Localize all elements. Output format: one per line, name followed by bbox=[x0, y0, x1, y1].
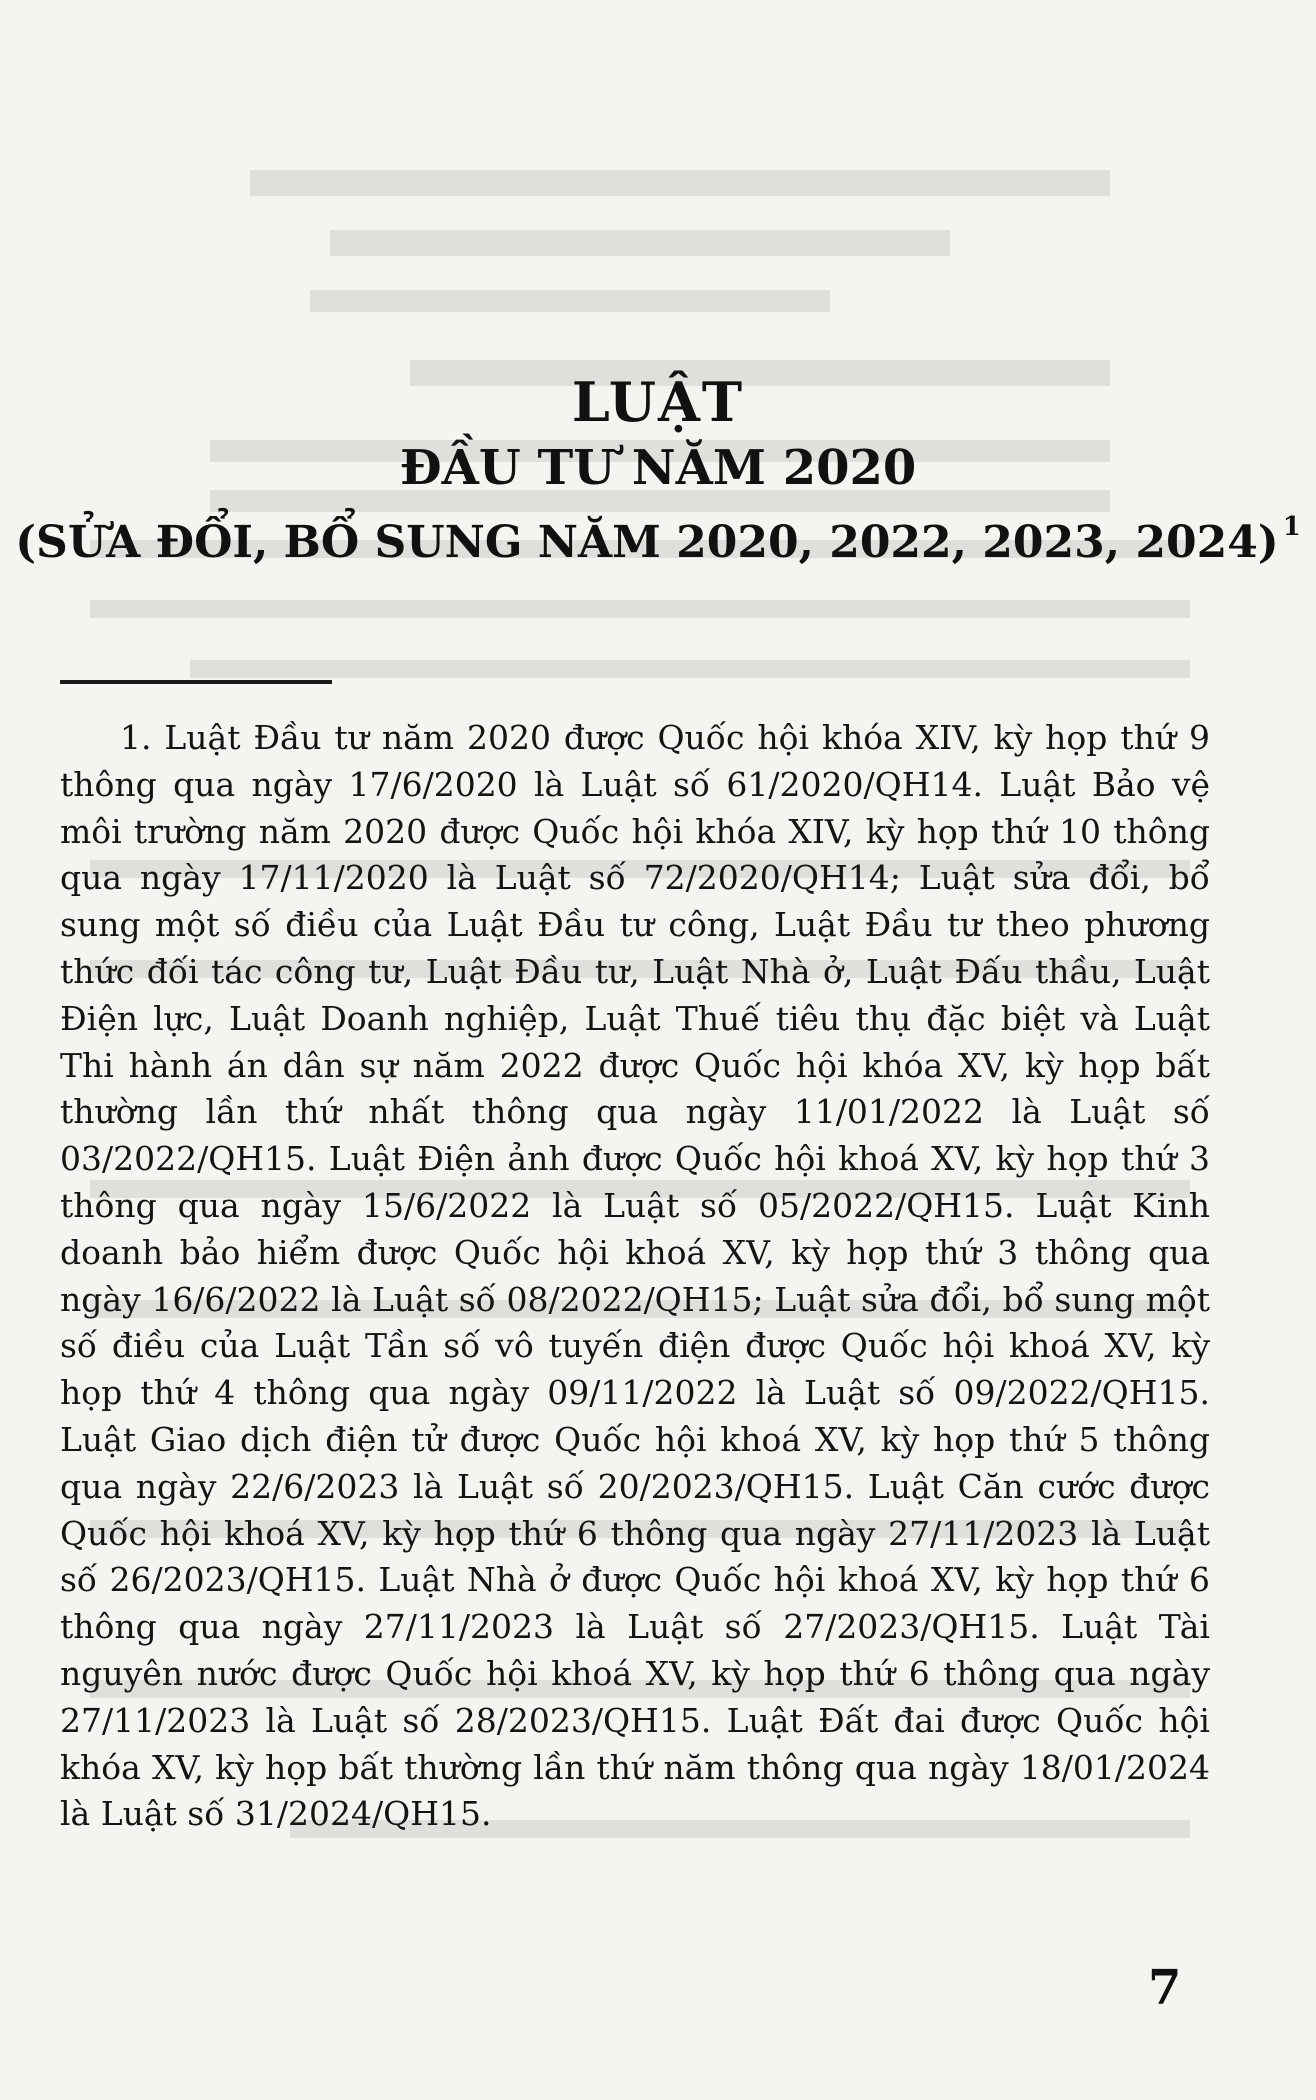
law-title: LUẬT bbox=[571, 370, 745, 434]
footnote-reference-marker: 1 bbox=[1282, 512, 1301, 542]
law-subtitle: ĐẦU TƯ NĂM 2020 bbox=[399, 440, 917, 496]
footnote-divider bbox=[60, 680, 332, 684]
page-number: 7 bbox=[1148, 1960, 1182, 2016]
amendment-years-text: (SỬA ĐỔI, BỔ SUNG NĂM 2020, 2022, 2023, 2024) bbox=[15, 517, 1279, 568]
footnote-text: 1. Luật Đầu tư năm 2020 được Quốc hội khóa XIV, kỳ họp thứ 9 thông qua ngày 17/6/2020 là Luật số 61/2020/QH14. Luật Bảo vệ môi trường năm 2020 được Quốc hội khóa XIV, kỳ họp thứ 10 thông qua ngày 17/11/2020 là Luật số 72/2020/QH14; Luật sửa đổi, bổ sung một số điều của Luật Đầu tư công, Luật Đầu tư theo phương thức đối tác công tư, Luật Đầu tư, Luật Nhà ở, Luật Đấu thầu, Luật Điện lực, Luật Doanh nghiệp, Luật Thuế tiêu thụ đặc biệt và Luật Thi hành án dân sự năm 2022 được Quốc hội khóa XV, kỳ họp bất thường lần thứ nhất thông qua ngày 11/01/2022 là Luật số 03/2022/QH15. Luật Điện ảnh được Quốc hội khoá XV, kỳ họp thứ 3 thông qua ngày 15/6/2022 là Luật số 05/2022/QH15. Luật Kinh doanh bảo hiểm được Quốc hội khoá XV, kỳ họp thứ 3 thông qua ngày 16/6/2022 là Luật số 08/2022/QH15; Luật sửa đổi, bổ sung một số điều của Luật Tần số vô tuyến điện được Quốc hội khoá XV, kỳ họp thứ 4 thông qua ngày 09/11/2022 là Luật số 09/2022/QH15. Luật Giao dịch điện tử được Quốc hội khoá XV, kỳ họp thứ 5 thông qua ngày 22/6/2023 là Luật số 20/2023/QH15. Luật Căn cước được Quốc hội khoá XV, kỳ họp thứ 6 thông qua ngày 27/11/2023 là Luật số 26/2023/QH15. Luật Nhà ở được Quốc hội khoá XV, kỳ họp thứ 6 thông qua ngày 27/11/2023 là Luật số 27/2023/QH15. Luật Tài nguyên nước được Quốc hội khoá XV, kỳ họp thứ 6 thông qua ngày 27/11/2023 là Luật số 28/2023/QH15. Luật Đất đai được Quốc hội khóa XV, kỳ họp bất thường lần thứ năm thông qua ngày 18/01/2024 là Luật số 31/2024/QH15. bbox=[60, 718, 1210, 1834]
law-amendment-years bbox=[0, 512, 1316, 568]
